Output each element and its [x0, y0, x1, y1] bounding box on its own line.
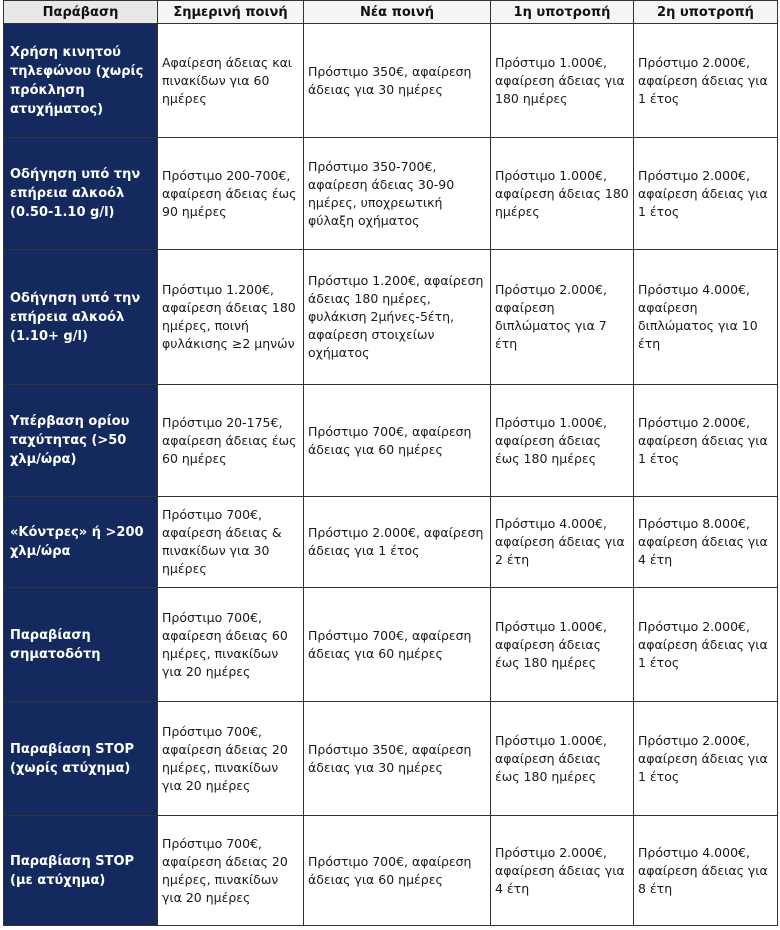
- current-penalty-cell: Πρόστιμο 1.200€, αφαίρεση άδειας 180 ημέρες, ποινή φυλάκισης ≥2 μηνών: [158, 250, 304, 385]
- current-penalty-cell: Πρόστιμο 200-700€, αφαίρεση άδειας έως 90 ημέρες: [158, 138, 304, 250]
- current-penalty-cell: Αφαίρεση άδειας και πινακίδων για 60 ημέρες: [158, 24, 304, 138]
- table-row: [4, 702, 778, 816]
- second-recurrence-cell: Πρόστιμο 4.000€, αφαίρεση διπλώματος για 10 έτη: [634, 250, 778, 385]
- second-recurrence-cell: Πρόστιμο 2.000€, αφαίρεση άδειας για 1 έτος: [634, 138, 778, 250]
- table-row: [4, 816, 778, 926]
- new-penalty-cell: Πρόστιμο 700€, αφαίρεση άδειας για 60 ημέρες: [304, 385, 491, 497]
- first-recurrence-cell: Πρόστιμο 1.000€, αφαίρεση άδειας για 180 ημέρες: [491, 24, 634, 138]
- new-penalty-cell: Πρόστιμο 350€, αφαίρεση άδειας για 30 ημέρες: [304, 24, 491, 138]
- current-penalty-cell: Πρόστιμο 700€, αφαίρεση άδειας 20 ημέρες, πινακίδων για 20 ημέρες: [158, 816, 304, 926]
- infraction-cell: Παραβίαση σηματοδότη: [4, 588, 158, 702]
- penalties-table: [3, 0, 778, 926]
- infraction-cell: Οδήγηση υπό την επήρεια αλκοόλ (1.10+ g/l): [4, 250, 158, 385]
- header-first-recurrence: 1η υποτροπή: [491, 1, 634, 24]
- header-new-penalty: Νέα ποινή: [304, 1, 491, 24]
- current-penalty-cell: Πρόστιμο 700€, αφαίρεση άδειας 60 ημέρες, πινακίδων για 20 ημέρες: [158, 588, 304, 702]
- infraction-cell: Χρήση κινητού τηλεφώνου (χωρίς πρόκληση ατυχήματος): [4, 24, 158, 138]
- first-recurrence-cell: Πρόστιμο 1.000€, αφαίρεση άδειας έως 180 ημέρες: [491, 702, 634, 816]
- new-penalty-cell: Πρόστιμο 700€, αφαίρεση άδειας για 60 ημέρες: [304, 588, 491, 702]
- first-recurrence-cell: Πρόστιμο 2.000€, αφαίρεση άδειας για 4 έτη: [491, 816, 634, 926]
- table-row: [4, 24, 778, 138]
- second-recurrence-cell: Πρόστιμο 2.000€, αφαίρεση άδειας για 1 έτος: [634, 588, 778, 702]
- first-recurrence-cell: Πρόστιμο 1.000€, αφαίρεση άδειας έως 180 ημέρες: [491, 588, 634, 702]
- current-penalty-cell: Πρόστιμο 20-175€, αφαίρεση άδειας έως 60 ημέρες: [158, 385, 304, 497]
- table-row: [4, 588, 778, 702]
- current-penalty-cell: Πρόστιμο 700€, αφαίρεση άδειας & πινακίδων για 30 ημέρες: [158, 497, 304, 588]
- new-penalty-cell: Πρόστιμο 1.200€, αφαίρεση άδειας 180 ημέρες, φυλάκιση 2μήνες-5έτη, αφαίρεση στοιχείων οχήματος: [304, 250, 491, 385]
- header-row: [4, 1, 778, 24]
- second-recurrence-cell: Πρόστιμο 2.000€, αφαίρεση άδειας για 1 έτος: [634, 385, 778, 497]
- infraction-cell: Παραβίαση STOP (χωρίς ατύχημα): [4, 702, 158, 816]
- infraction-cell: «Κόντρες» ή >200 χλμ/ώρα: [4, 497, 158, 588]
- first-recurrence-cell: Πρόστιμο 1.000€, αφαίρεση άδειας 180 ημέρες: [491, 138, 634, 250]
- new-penalty-cell: Πρόστιμο 2.000€, αφαίρεση άδειας για 1 έτος: [304, 497, 491, 588]
- header-second-recurrence: 2η υποτροπή: [634, 1, 778, 24]
- table-row: [4, 138, 778, 250]
- infraction-cell: Υπέρβαση ορίου ταχύτητας (>50 χλμ/ώρα): [4, 385, 158, 497]
- infraction-cell: Παραβίαση STOP (με ατύχημα): [4, 816, 158, 926]
- second-recurrence-cell: Πρόστιμο 8.000€, αφαίρεση άδειας για 4 έτη: [634, 497, 778, 588]
- first-recurrence-cell: Πρόστιμο 2.000€, αφαίρεση διπλώματος για 7 έτη: [491, 250, 634, 385]
- second-recurrence-cell: Πρόστιμο 2.000€, αφαίρεση άδειας για 1 έτος: [634, 702, 778, 816]
- new-penalty-cell: Πρόστιμο 350€, αφαίρεση άδειας για 30 ημέρες: [304, 702, 491, 816]
- table-row: [4, 250, 778, 385]
- infraction-cell: Οδήγηση υπό την επήρεια αλκοόλ (0.50-1.10 g/l): [4, 138, 158, 250]
- first-recurrence-cell: Πρόστιμο 1.000€, αφαίρεση άδειας έως 180 ημέρες: [491, 385, 634, 497]
- second-recurrence-cell: Πρόστιμο 2.000€, αφαίρεση άδειας για 1 έτος: [634, 24, 778, 138]
- new-penalty-cell: Πρόστιμο 350-700€, αφαίρεση άδειας 30-90 ημέρες, υποχρεωτική φύλαξη οχήματος: [304, 138, 491, 250]
- current-penalty-cell: Πρόστιμο 700€, αφαίρεση άδειας 20 ημέρες, πινακίδων για 20 ημέρες: [158, 702, 304, 816]
- header-infraction: Παράβαση: [4, 1, 158, 24]
- second-recurrence-cell: Πρόστιμο 4.000€, αφαίρεση άδειας για 8 έτη: [634, 816, 778, 926]
- first-recurrence-cell: Πρόστιμο 4.000€, αφαίρεση άδειας για 2 έτη: [491, 497, 634, 588]
- new-penalty-cell: Πρόστιμο 700€, αφαίρεση άδειας για 60 ημέρες: [304, 816, 491, 926]
- header-current-penalty: Σημερινή ποινή: [158, 1, 304, 24]
- table-row: [4, 497, 778, 588]
- table-row: [4, 385, 778, 497]
